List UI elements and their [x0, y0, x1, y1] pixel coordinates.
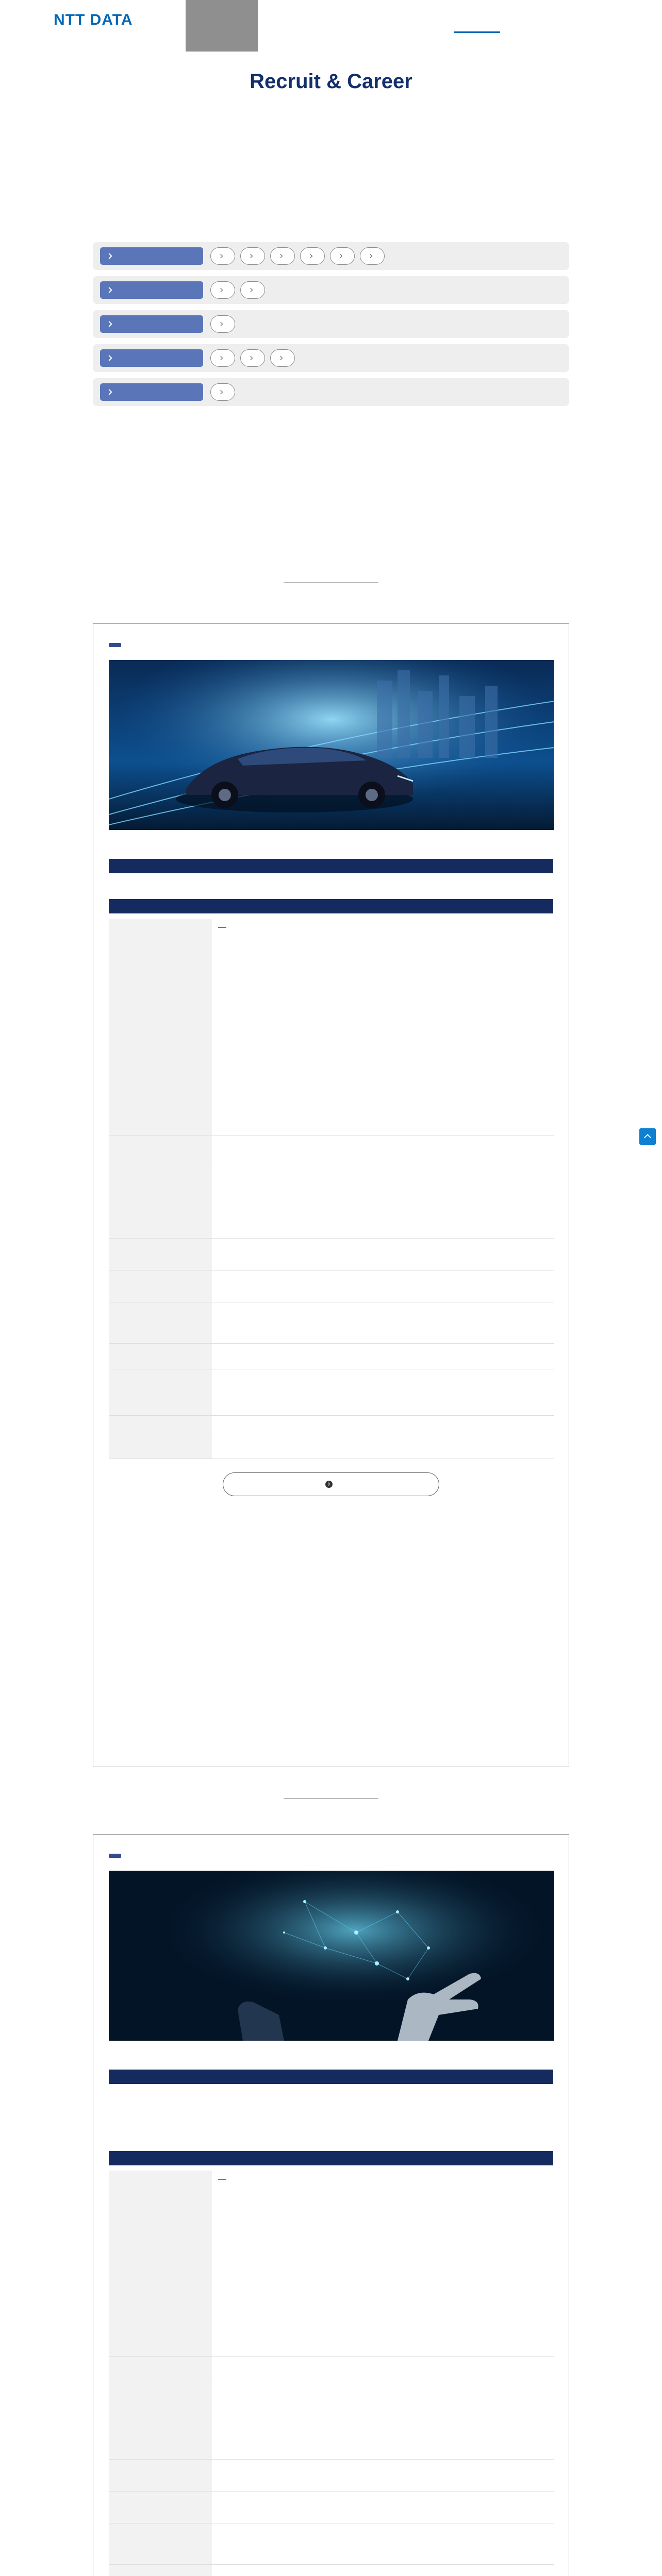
job-link[interactable]	[330, 247, 355, 265]
table-row	[109, 1161, 554, 1238]
row-label	[109, 919, 212, 1135]
requirements-table	[109, 919, 554, 1459]
table-row	[109, 919, 554, 1135]
row-label	[109, 1343, 212, 1369]
logo-wordmark: NTT DATA	[54, 11, 133, 28]
row-label	[109, 1238, 212, 1270]
site-logo[interactable]	[54, 11, 133, 30]
table-row	[109, 2459, 554, 2491]
subsection-chip	[218, 2179, 226, 2180]
section-bar-overview	[109, 859, 553, 873]
row-value	[212, 1161, 554, 1238]
job-link[interactable]	[210, 281, 235, 299]
row-label	[109, 1433, 212, 1459]
nav-sub-label	[315, 22, 361, 28]
row-value	[212, 1343, 554, 1369]
top-site-button[interactable]	[186, 0, 258, 52]
nav-label	[268, 13, 315, 22]
apply-entry-button[interactable]	[223, 1472, 439, 1496]
row-value	[212, 1369, 554, 1415]
row-label	[109, 2459, 212, 2491]
job-link[interactable]	[240, 349, 265, 367]
job-link[interactable]	[210, 247, 235, 265]
category-button[interactable]	[100, 383, 203, 401]
category-button[interactable]	[100, 349, 203, 367]
job-link[interactable]	[270, 349, 295, 367]
job-image-car	[109, 660, 554, 830]
section-bar-requirements	[109, 2151, 553, 2165]
row-value	[212, 1135, 554, 1161]
row-label	[109, 1302, 212, 1343]
row-value	[212, 1415, 554, 1433]
row-value	[212, 2564, 554, 2576]
table-row	[109, 2171, 554, 2356]
job-link[interactable]	[240, 247, 265, 265]
page-title: Recruit & Career	[250, 70, 412, 93]
job-link[interactable]	[210, 315, 235, 333]
table-row	[109, 2491, 554, 2523]
entry-sub-label	[577, 24, 634, 30]
job-category-index	[93, 242, 569, 412]
table-row	[109, 1369, 554, 1415]
category-row	[93, 242, 569, 270]
entry-label	[577, 15, 634, 24]
category-tag	[109, 1854, 121, 1858]
nav-sub-label	[454, 22, 500, 28]
row-label	[109, 1369, 212, 1415]
row-label	[109, 2171, 212, 2356]
row-label	[109, 2491, 212, 2523]
job-card-header	[109, 637, 553, 653]
category-row	[93, 310, 569, 338]
job-link[interactable]	[300, 247, 325, 265]
table-row	[109, 2523, 554, 2564]
row-value	[212, 2523, 554, 2564]
job-link[interactable]	[210, 349, 235, 367]
section-divider	[284, 1798, 378, 1799]
nav-sub-label	[407, 22, 454, 28]
category-job-list	[210, 349, 295, 367]
row-value	[212, 919, 554, 1135]
nav-label	[361, 13, 407, 22]
row-value	[212, 1238, 554, 1270]
row-value	[212, 2171, 554, 2356]
nav-item-project[interactable]	[315, 13, 361, 33]
table-row	[109, 1135, 554, 1161]
table-row	[109, 1415, 554, 1433]
job-card	[93, 1834, 569, 2576]
section-bar-overview	[109, 2070, 553, 2084]
category-job-list	[210, 247, 385, 265]
table-row	[109, 1238, 554, 1270]
row-value	[212, 1433, 554, 1459]
section-label-business	[109, 843, 553, 853]
job-link[interactable]	[360, 247, 385, 265]
job-overview	[109, 877, 553, 893]
job-card-header	[109, 1848, 553, 1863]
category-job-list	[210, 281, 265, 299]
nav-label	[407, 13, 454, 22]
job-link[interactable]	[270, 247, 295, 265]
job-image-robot-hand	[109, 1871, 554, 2041]
site-header	[0, 0, 662, 52]
row-value	[212, 2382, 554, 2459]
category-job-list	[210, 315, 235, 333]
row-label	[109, 1415, 212, 1433]
global-nav	[268, 13, 500, 33]
section-bar-requirements	[109, 899, 553, 913]
row-value	[212, 2491, 554, 2523]
category-button[interactable]	[100, 281, 203, 299]
row-label	[109, 1270, 212, 1302]
table-row	[109, 1343, 554, 1369]
row-label	[109, 2356, 212, 2382]
requirements-table	[109, 2171, 554, 2576]
row-label	[109, 2564, 212, 2576]
job-overview	[109, 2088, 553, 2145]
table-row	[109, 1270, 554, 1302]
table-row	[109, 2382, 554, 2459]
category-row	[93, 344, 569, 372]
nav-item-application[interactable]	[454, 13, 500, 33]
category-row	[93, 378, 569, 406]
table-row	[109, 1433, 554, 1459]
category-job-list	[210, 383, 235, 401]
page-top-button[interactable]	[639, 1128, 656, 1145]
nav-sub-label	[361, 22, 407, 28]
subsection-chip	[218, 927, 226, 928]
job-link[interactable]	[210, 383, 235, 401]
section-divider	[284, 582, 378, 583]
row-label	[109, 2382, 212, 2459]
row-label	[109, 1135, 212, 1161]
category-tag	[109, 643, 121, 647]
hero-eyebrow	[0, 62, 662, 70]
nav-label	[315, 13, 361, 22]
section-label-business	[109, 2054, 553, 2063]
row-value	[212, 1270, 554, 1302]
table-row	[109, 2356, 554, 2382]
category-button[interactable]	[100, 247, 203, 265]
hero-section	[0, 62, 662, 184]
nav-sub-label	[268, 22, 315, 28]
arrow-circle-icon	[325, 1481, 333, 1488]
row-label	[109, 1161, 212, 1238]
category-row	[93, 276, 569, 304]
row-value	[212, 2459, 554, 2491]
table-row	[109, 2564, 554, 2576]
row-value	[212, 2356, 554, 2382]
entry-link[interactable]	[577, 15, 634, 30]
hero-lead	[0, 113, 662, 126]
category-button[interactable]	[100, 315, 203, 333]
nav-item-ideal[interactable]	[407, 13, 454, 33]
job-card	[93, 623, 569, 1767]
table-row	[109, 1302, 554, 1343]
nav-item-about[interactable]	[268, 13, 315, 33]
nav-item-interview[interactable]	[361, 13, 407, 33]
nav-label	[454, 13, 500, 22]
row-value	[212, 1302, 554, 1343]
row-label	[109, 2523, 212, 2564]
job-link[interactable]	[240, 281, 265, 299]
hero-description	[135, 133, 527, 184]
